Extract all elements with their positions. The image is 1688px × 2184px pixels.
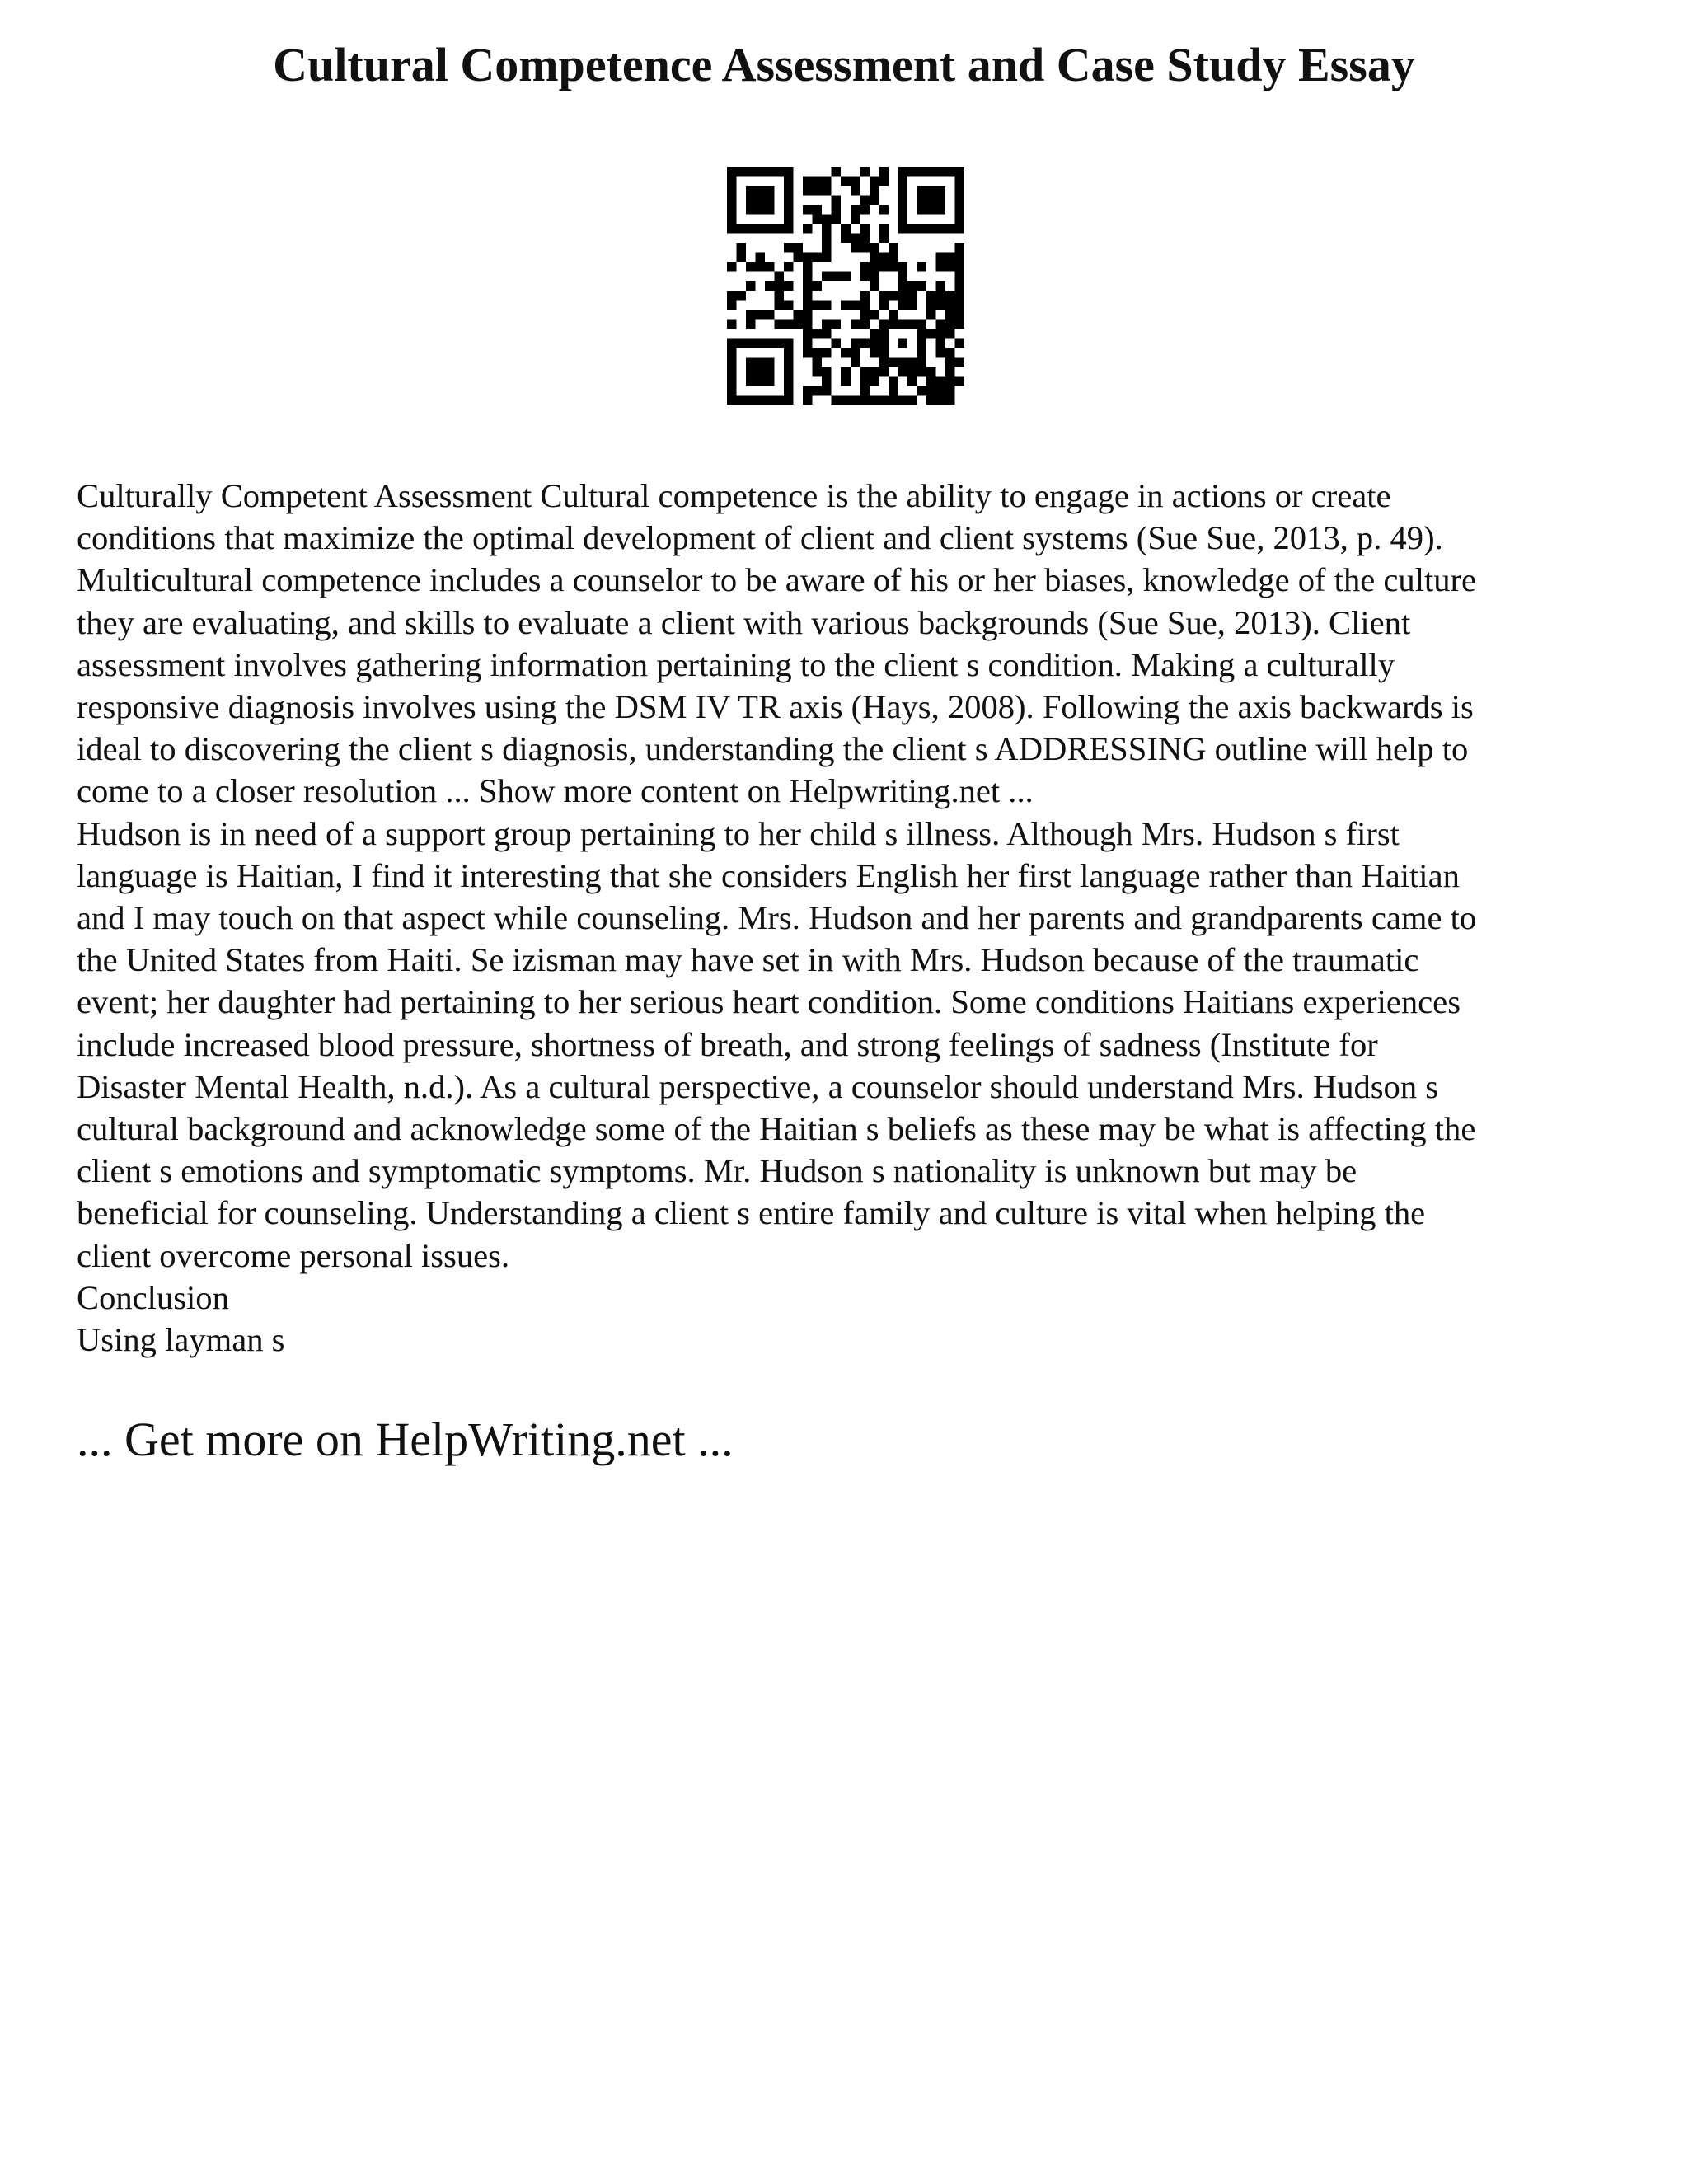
body-line: they are evaluating, and skills to evaluate a client with various backgrounds (Sue Sue, 2013). Client (77, 603, 1411, 641)
body-line: include increased blood pressure, shortness of breath, and strong feelings of sadness (Institute for (77, 1025, 1378, 1063)
section-heading-conclusion: Conclusion (77, 1278, 229, 1316)
document-title: Cultural Competence Assessment and Case Study Essay (273, 38, 1415, 91)
body-line: client overcome personal issues. (77, 1236, 510, 1274)
body-line: Disaster Mental Health, n.d.). As a cultural perspective, a counselor should understand Mrs. Hudson s (77, 1067, 1439, 1105)
body-line: and I may touch on that aspect while counseling. Mrs. Hudson and her parents and grandparents came to (77, 899, 1477, 937)
body-line: assessment involves gathering information pertaining to the client s condition. Making a culturally (77, 645, 1395, 683)
body-line: cultural background and acknowledge some of the Haitian s beliefs as these may be what is affecting the (77, 1110, 1476, 1148)
get-more-link[interactable]: ... Get more on HelpWriting.net ... (77, 1413, 734, 1466)
body-line: Multicultural competence includes a counselor to be aware of his or her biases, knowledge of the culture (77, 561, 1477, 599)
body-line: language is Haitian, I find it interesting that she considers English her first language rather than Haitian (77, 856, 1460, 894)
qr-code-icon (727, 167, 964, 405)
body-line: event; her daughter had pertaining to her serious heart condition. Some conditions Haitians experiences (77, 983, 1461, 1021)
body-line: Hudson is in need of a support group pertaining to her child s illness. Although Mrs. Hudson s first (77, 814, 1400, 852)
body-line: beneficial for counseling. Understanding a client s entire family and culture is vital when helping the (77, 1194, 1426, 1232)
body-line: Culturally Competent Assessment Cultural competence is the ability to engage in actions or create (77, 477, 1391, 514)
body-line: the United States from Haiti. Se izisman may have set in with Mrs. Hudson because of the traumatic (77, 941, 1419, 979)
body-line: conditions that maximize the optimal development of client and client systems (Sue Sue, 2013, p. 49). (77, 519, 1443, 557)
body-line: responsive diagnosis involves using the DSM IV TR axis (Hays, 2008). Following the axis backwards is (77, 688, 1474, 726)
essay-body (77, 475, 1626, 1361)
body-line: ideal to discovering the client s diagnosis, understanding the client s ADDRESSING outline will help to (77, 730, 1469, 768)
body-line: Using layman s (77, 1321, 285, 1359)
body-line: client s emotions and symptomatic symptoms. Mr. Hudson s nationality is unknown but may be (77, 1152, 1357, 1190)
show-more-link[interactable]: come to a closer resolution ... Show more content on Helpwriting.net ... (77, 772, 1034, 810)
